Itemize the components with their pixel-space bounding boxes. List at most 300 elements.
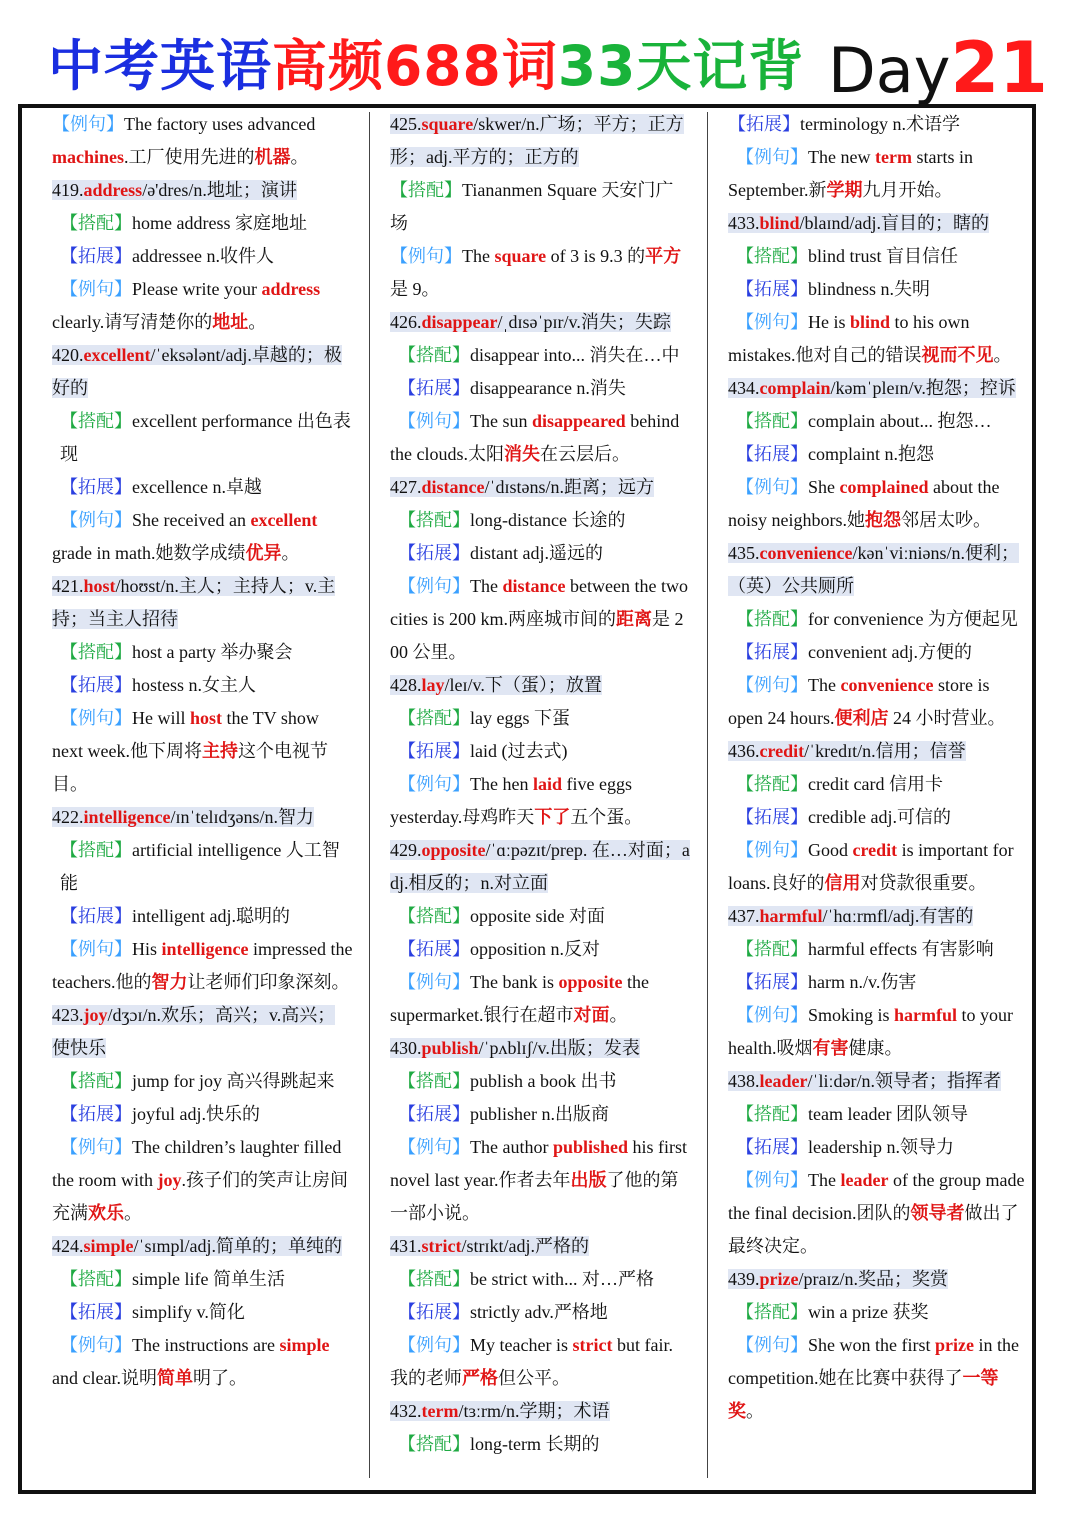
example-text: 明了。 [192, 1368, 247, 1388]
collocation-label: 【搭配】 [60, 213, 132, 233]
example-label: 【例句】 [398, 411, 470, 431]
extension-label: 【拓展】 [60, 675, 132, 695]
phonetic-definition: /ˈɑːpəzɪt/prep. 在…对面；adj.相反的；n.对立面 [390, 840, 690, 893]
extension-label: 【拓展】 [736, 642, 808, 662]
phonetic-definition: /ə'dres/n.地址；演讲 [142, 180, 297, 200]
example-line [728, 867, 1028, 900]
extension-line [728, 273, 1028, 306]
phonetic-definition: /hoʊst/n.主人；主持人；v.主持；当主人招待 [52, 576, 336, 629]
example-text: 让老师们印象深刻。 [187, 972, 350, 992]
collocation-label: 【搭配】 [60, 1071, 132, 1091]
entry-header-439 [728, 1263, 1028, 1296]
example-text: 。 [993, 345, 1012, 365]
example-line [390, 1164, 690, 1230]
example-text: yesterday.母鸡昨天 [390, 807, 535, 827]
collocation-line [52, 207, 352, 240]
example-line [728, 339, 1028, 372]
day-label [828, 28, 1048, 111]
entry-header-424 [52, 1230, 352, 1263]
collocation-line [728, 240, 1028, 273]
extension-line [52, 669, 352, 702]
example-label: 【例句】 [398, 1335, 470, 1355]
example-line [52, 1164, 352, 1230]
collocation-text: complain about... 抱怨… [808, 411, 992, 431]
example-line [52, 966, 352, 999]
example-text: between the two [565, 576, 688, 596]
collocation-label: 【搭配】 [398, 510, 470, 530]
example-text: The [470, 576, 503, 596]
example-text: The [808, 675, 841, 695]
entry-number: 427. [390, 477, 422, 497]
title-part-4: 33天记背 [557, 34, 805, 98]
entry-number: 424. [52, 1236, 84, 1256]
extension-line [390, 1098, 690, 1131]
phonetic-definition: /ˌdɪsəˈpɪr/v.消失；失踪 [497, 312, 671, 332]
extension-label: 【拓展】 [728, 114, 800, 134]
entry-number: 433. [728, 213, 760, 233]
extension-line [728, 108, 1028, 141]
headword: credit [759, 741, 805, 761]
headword: leader [759, 1071, 808, 1091]
headword: distance [421, 477, 485, 497]
example-text: noisy neighbors.她 [728, 510, 865, 530]
example-text: 。 [746, 1401, 764, 1421]
example-line [728, 1329, 1028, 1362]
example-text: 在云层后。 [540, 444, 630, 464]
example-label: 【例句】 [398, 1137, 470, 1157]
headword: joy [83, 1005, 108, 1025]
example-label: 【例句】 [398, 972, 470, 992]
collocation-label: 【搭配】 [736, 1104, 808, 1124]
headword: disappear [421, 312, 498, 332]
example-text: loans.良好的 [728, 873, 825, 893]
highlight-word: leader [840, 1170, 889, 1190]
highlight-word: published [552, 1137, 629, 1157]
extension-line [52, 240, 352, 273]
example-line [390, 1329, 690, 1362]
collocation-line [52, 405, 352, 471]
headword: host [83, 576, 116, 596]
example-text: store is [933, 675, 990, 695]
example-line [728, 1032, 1028, 1065]
highlight-word: 视而不见 [921, 345, 994, 365]
collocation-label: 【搭配】 [736, 939, 808, 959]
example-text: She [808, 477, 840, 497]
extension-text: harm n./v.伤害 [808, 972, 917, 992]
collocation-text: Tiananmen Square 天安门广场 [390, 180, 674, 233]
example-line [390, 438, 690, 471]
phonetic-definition: /ˈeksələnt/adj.卓越的；极好的 [52, 345, 342, 398]
entry-number: 425. [390, 114, 422, 134]
highlight-word: opposite [558, 972, 623, 992]
entry-number: 423. [52, 1005, 84, 1025]
collocation-text: long-distance 长途的 [470, 510, 626, 530]
headword: intelligence [83, 807, 171, 827]
extension-line [728, 801, 1028, 834]
collocation-line [390, 339, 690, 372]
example-text: 。 [609, 1005, 628, 1025]
highlight-word: 一等奖 [728, 1368, 999, 1421]
highlight-word: 严格 [462, 1368, 498, 1388]
example-text: to your [957, 1005, 1014, 1025]
entry-number: 429. [390, 840, 422, 860]
extension-label: 【拓展】 [736, 1137, 808, 1157]
example-line [728, 834, 1028, 867]
entry-number: 431. [390, 1236, 422, 1256]
entry-number: 432. [390, 1401, 422, 1421]
example-line [52, 735, 352, 801]
extension-line [52, 900, 352, 933]
extension-label: 【拓展】 [398, 741, 470, 761]
example-text: of 3 is 9.3 的 [546, 246, 646, 266]
example-text: next week.他下周将 [52, 741, 202, 761]
highlight-word: strict [572, 1335, 613, 1355]
highlight-word: 领导者 [910, 1203, 965, 1223]
phonetic-definition: /ˈsɪmpl/adj.简单的；单纯的 [133, 1236, 343, 1256]
example-line [728, 702, 1028, 735]
collocation-line [52, 636, 352, 669]
example-text: The author [470, 1137, 553, 1157]
example-line [390, 603, 690, 669]
collocation-label: 【搭配】 [398, 1071, 470, 1091]
extension-text: complaint n.抱怨 [808, 444, 934, 464]
example-text: The [462, 246, 495, 266]
example-text: 但公平。 [498, 1368, 570, 1388]
entry-header-419 [52, 174, 352, 207]
collocation-line [390, 504, 690, 537]
extension-label: 【拓展】 [736, 444, 808, 464]
example-text: 我的老师 [390, 1368, 462, 1388]
collocation-label: 【搭配】 [736, 774, 808, 794]
example-label: 【例句】 [390, 246, 462, 266]
phonetic-definition: /skwer/n.广场；平方；正方形；adj.平方的；正方的 [390, 114, 684, 167]
collocation-label: 【搭配】 [736, 411, 808, 431]
example-label: 【例句】 [60, 510, 132, 530]
phonetic-definition: /ˈpʌblɪʃ/v.出版；发表 [478, 1038, 640, 1058]
entry-header-436 [728, 735, 1028, 768]
highlight-word: joy [157, 1170, 182, 1190]
extension-line [728, 438, 1028, 471]
collocation-line [390, 900, 690, 933]
collocation-label: 【搭配】 [398, 345, 470, 365]
example-text: clearly.请写清楚你的 [52, 312, 213, 332]
example-text: His [132, 939, 162, 959]
example-text: the room with [52, 1170, 158, 1190]
title-part-2: 高频688 [272, 34, 502, 98]
phonetic-definition: /tɜːrm/n.学期；术语 [458, 1401, 610, 1421]
day-text: Day [828, 34, 951, 107]
extension-label: 【拓展】 [60, 906, 132, 926]
collocation-text: blind trust 盲目信任 [808, 246, 959, 266]
collocation-label: 【搭配】 [60, 1269, 132, 1289]
example-line [728, 141, 1028, 174]
highlight-word: simple [279, 1335, 330, 1355]
example-text: the final decision.团队的 [728, 1203, 911, 1223]
highlight-word: 地址 [212, 312, 249, 332]
phonetic-definition: /leɪ/v.下（蛋）；放置 [444, 675, 602, 695]
phonetic-definition: /dʒɔɪ/n.欢乐；高兴；v.高兴；使快乐 [52, 1005, 336, 1058]
highlight-word: machines [52, 147, 124, 167]
example-text: grade in math.她数学成绩 [52, 543, 246, 563]
highlight-word: host [190, 708, 223, 728]
example-text: in the [973, 1335, 1019, 1355]
example-line [390, 966, 690, 999]
highlight-word: 距离 [616, 609, 652, 629]
example-text: 是 9。 [390, 279, 440, 299]
example-text: of the group made [888, 1170, 1025, 1190]
example-text: 是 200 公里。 [390, 609, 684, 662]
entry-header-428 [390, 669, 690, 702]
highlight-word: 主持 [201, 741, 238, 761]
collocation-label: 【搭配】 [398, 708, 470, 728]
headword: complain [759, 378, 831, 398]
headword: harmful [759, 906, 823, 926]
example-text: 了他的第一部小说。 [390, 1170, 679, 1223]
example-line [52, 306, 352, 339]
example-label: 【例句】 [736, 1335, 808, 1355]
highlight-word: 下了 [534, 807, 571, 827]
highlight-word: 优异 [245, 543, 282, 563]
example-line [728, 1197, 1028, 1263]
example-text: Please write your [132, 279, 262, 299]
entry-header-434 [728, 372, 1028, 405]
entry-number: 428. [390, 675, 422, 695]
extension-text: strictly adv.严格地 [470, 1302, 608, 1322]
extension-label: 【拓展】 [736, 972, 808, 992]
example-text: novel last year.作者去年 [390, 1170, 571, 1190]
example-text: She won the first [808, 1335, 935, 1355]
example-label: 【例句】 [736, 675, 808, 695]
example-label: 【例句】 [60, 939, 132, 959]
collocation-label: 【搭配】 [736, 246, 808, 266]
example-line [52, 702, 352, 735]
collocation-line [390, 1263, 690, 1296]
example-text: five eggs [562, 774, 632, 794]
example-text: The hen [470, 774, 533, 794]
collocation-text: opposite side 对面 [470, 906, 605, 926]
entry-number: 434. [728, 378, 760, 398]
extension-line [390, 933, 690, 966]
example-text: The [808, 1170, 841, 1190]
extension-text: simplify v.简化 [132, 1302, 245, 1322]
collocation-text: long-term 长期的 [470, 1434, 600, 1454]
example-line [52, 141, 352, 174]
example-line [390, 240, 690, 306]
entry-header-429 [390, 834, 690, 900]
example-line [728, 999, 1028, 1032]
title-part-1: 中考英语 [48, 34, 273, 98]
example-text: but fair. [612, 1335, 673, 1355]
collocation-label: 【搭配】 [60, 411, 132, 431]
example-text: about the [928, 477, 1000, 497]
extension-text: blindness n.失明 [808, 279, 931, 299]
extension-text: intelligent adj.聪明的 [132, 906, 290, 926]
phonetic-definition: /strɪkt/adj.严格的 [461, 1236, 589, 1256]
example-label: 【例句】 [736, 477, 808, 497]
collocation-text: win a prize 获奖 [808, 1302, 929, 1322]
collocation-label: 【搭配】 [390, 180, 462, 200]
phonetic-definition: /blaɪnd/adj.盲目的；瞎的 [799, 213, 990, 233]
example-text: teachers.他的 [52, 972, 152, 992]
example-text: competition.她在比赛中获得了 [728, 1368, 963, 1388]
example-line [52, 504, 352, 537]
highlight-word: excellent [250, 510, 318, 530]
collocation-label: 【搭配】 [398, 1269, 470, 1289]
phonetic-definition: /praɪz/n.奖品；奖赏 [798, 1269, 948, 1289]
example-label: 【例句】 [60, 1335, 132, 1355]
example-line [52, 273, 352, 306]
collocation-text: host a party 举办聚会 [132, 642, 293, 662]
extension-label: 【拓展】 [398, 1104, 470, 1124]
example-text: .工厂使用先进的 [124, 147, 255, 167]
highlight-word: term [874, 147, 912, 167]
entry-number: 420. [52, 345, 84, 365]
highlight-word: complained [839, 477, 929, 497]
entry-header-435 [728, 537, 1028, 603]
extension-text: hostess n.女主人 [132, 675, 257, 695]
collocation-line [390, 1065, 690, 1098]
extension-text: excellence n.卓越 [132, 477, 262, 497]
entry-header-420 [52, 339, 352, 405]
entry-number: 419. [52, 180, 84, 200]
headword: excellent [83, 345, 151, 365]
highlight-word: prize [934, 1335, 974, 1355]
headword: term [421, 1401, 459, 1421]
highlight-word: 便利店 [834, 708, 889, 728]
example-label: 【例句】 [398, 576, 470, 596]
entry-header-433 [728, 207, 1028, 240]
example-text: The children’s laughter filled [132, 1137, 342, 1157]
example-text: The sun [470, 411, 532, 431]
phonetic-definition: /kəmˈpleɪn/v.抱怨；控诉 [830, 378, 1016, 398]
entry-number: 422. [52, 807, 84, 827]
extension-text: opposition n.反对 [470, 939, 601, 959]
column-1 [52, 108, 352, 1476]
collocation-line [728, 1296, 1028, 1329]
example-label: 【例句】 [60, 279, 132, 299]
highlight-word: convenience [840, 675, 934, 695]
example-text: the [622, 972, 649, 992]
collocation-line [728, 405, 1028, 438]
collocation-text: jump for joy 高兴得跳起来 [132, 1071, 335, 1091]
entry-number: 439. [728, 1269, 760, 1289]
highlight-word: address [261, 279, 321, 299]
extension-line [728, 636, 1028, 669]
entry-header-431 [390, 1230, 690, 1263]
day-number: 21 [950, 27, 1048, 109]
headword: opposite [421, 840, 486, 860]
highlight-word: distance [502, 576, 566, 596]
headword: square [421, 114, 474, 134]
entry-number: 421. [52, 576, 84, 596]
extension-label: 【拓展】 [60, 246, 132, 266]
collocation-text: credit card 信用卡 [808, 774, 943, 794]
headword: address [83, 180, 143, 200]
highlight-word: intelligence [161, 939, 249, 959]
example-line [390, 999, 690, 1032]
collocation-line [728, 933, 1028, 966]
example-text: the clouds.太阳 [390, 444, 504, 464]
entry-header-425 [390, 108, 690, 174]
phonetic-definition: /ˈhɑːrmfl/adj.有害的 [822, 906, 974, 926]
entry-number: 437. [728, 906, 760, 926]
title-part-3: 词 [501, 34, 558, 98]
collocation-text: team leader 团队领导 [808, 1104, 968, 1124]
phonetic-definition: /ɪnˈtelɪdʒəns/n.智力 [170, 807, 314, 827]
example-line [728, 1362, 1028, 1428]
example-text: 健康。 [848, 1038, 903, 1058]
headword: strict [421, 1236, 462, 1256]
example-label: 【例句】 [736, 1170, 808, 1190]
extension-label: 【拓展】 [398, 378, 470, 398]
extension-text: credible adj.可信的 [808, 807, 951, 827]
example-text: the TV show [222, 708, 319, 728]
highlight-word: disappeared [532, 411, 626, 431]
extension-text: convenient adj.方便的 [808, 642, 972, 662]
collocation-line [390, 702, 690, 735]
highlight-word: 简单 [156, 1368, 193, 1388]
example-text: 九月开始。 [862, 180, 953, 200]
highlight-word: 智力 [151, 972, 188, 992]
example-line [728, 471, 1028, 504]
highlight-word: 出版 [570, 1170, 607, 1190]
highlight-word: 欢乐 [88, 1203, 124, 1223]
entry-header-432 [390, 1395, 690, 1428]
example-text: 对贷款很重要。 [860, 873, 987, 893]
example-line [728, 504, 1028, 537]
collocation-text: harmful effects 有害影响 [808, 939, 994, 959]
headword: simple [83, 1236, 134, 1256]
example-text: The factory uses advanced [124, 114, 316, 134]
extension-label: 【拓展】 [736, 807, 808, 827]
example-line [390, 768, 690, 801]
extension-text: joyful adj.快乐的 [132, 1104, 260, 1124]
example-text: 。 [124, 1203, 142, 1223]
extension-text: terminology n.术语学 [800, 114, 960, 134]
collocation-text: simple life 简单生活 [132, 1269, 285, 1289]
example-text: He will [132, 708, 190, 728]
example-label: 【例句】 [52, 114, 124, 134]
extension-line [52, 1296, 352, 1329]
extension-line [390, 537, 690, 570]
collocation-text: disappear into... 消失在…中 [470, 345, 680, 365]
collocation-line [728, 1098, 1028, 1131]
entry-header-422 [52, 801, 352, 834]
entry-number: 436. [728, 741, 760, 761]
collocation-text: for convenience 为方便起见 [808, 609, 1018, 629]
example-line [728, 306, 1028, 339]
collocation-label: 【搭配】 [736, 609, 808, 629]
collocation-text: excellent performance 出色表现 [60, 411, 351, 464]
extension-label: 【拓展】 [60, 477, 132, 497]
collocation-line [728, 768, 1028, 801]
highlight-word: laid [532, 774, 562, 794]
extension-line [728, 966, 1028, 999]
extension-text: disappearance n.消失 [470, 378, 626, 398]
example-text: 。 [281, 543, 300, 563]
example-text: 24 小时营业。 [888, 708, 1006, 728]
example-line [52, 933, 352, 966]
example-text: starts in [911, 147, 973, 167]
example-text: to his own [890, 312, 970, 332]
entry-number: 430. [390, 1038, 422, 1058]
column-divider-1 [369, 112, 370, 1478]
highlight-word: 机器 [254, 147, 291, 167]
example-label: 【例句】 [736, 1005, 808, 1025]
example-text: 这个电视节目。 [52, 741, 328, 794]
highlight-word: 对面 [573, 1005, 610, 1025]
entry-header-437 [728, 900, 1028, 933]
